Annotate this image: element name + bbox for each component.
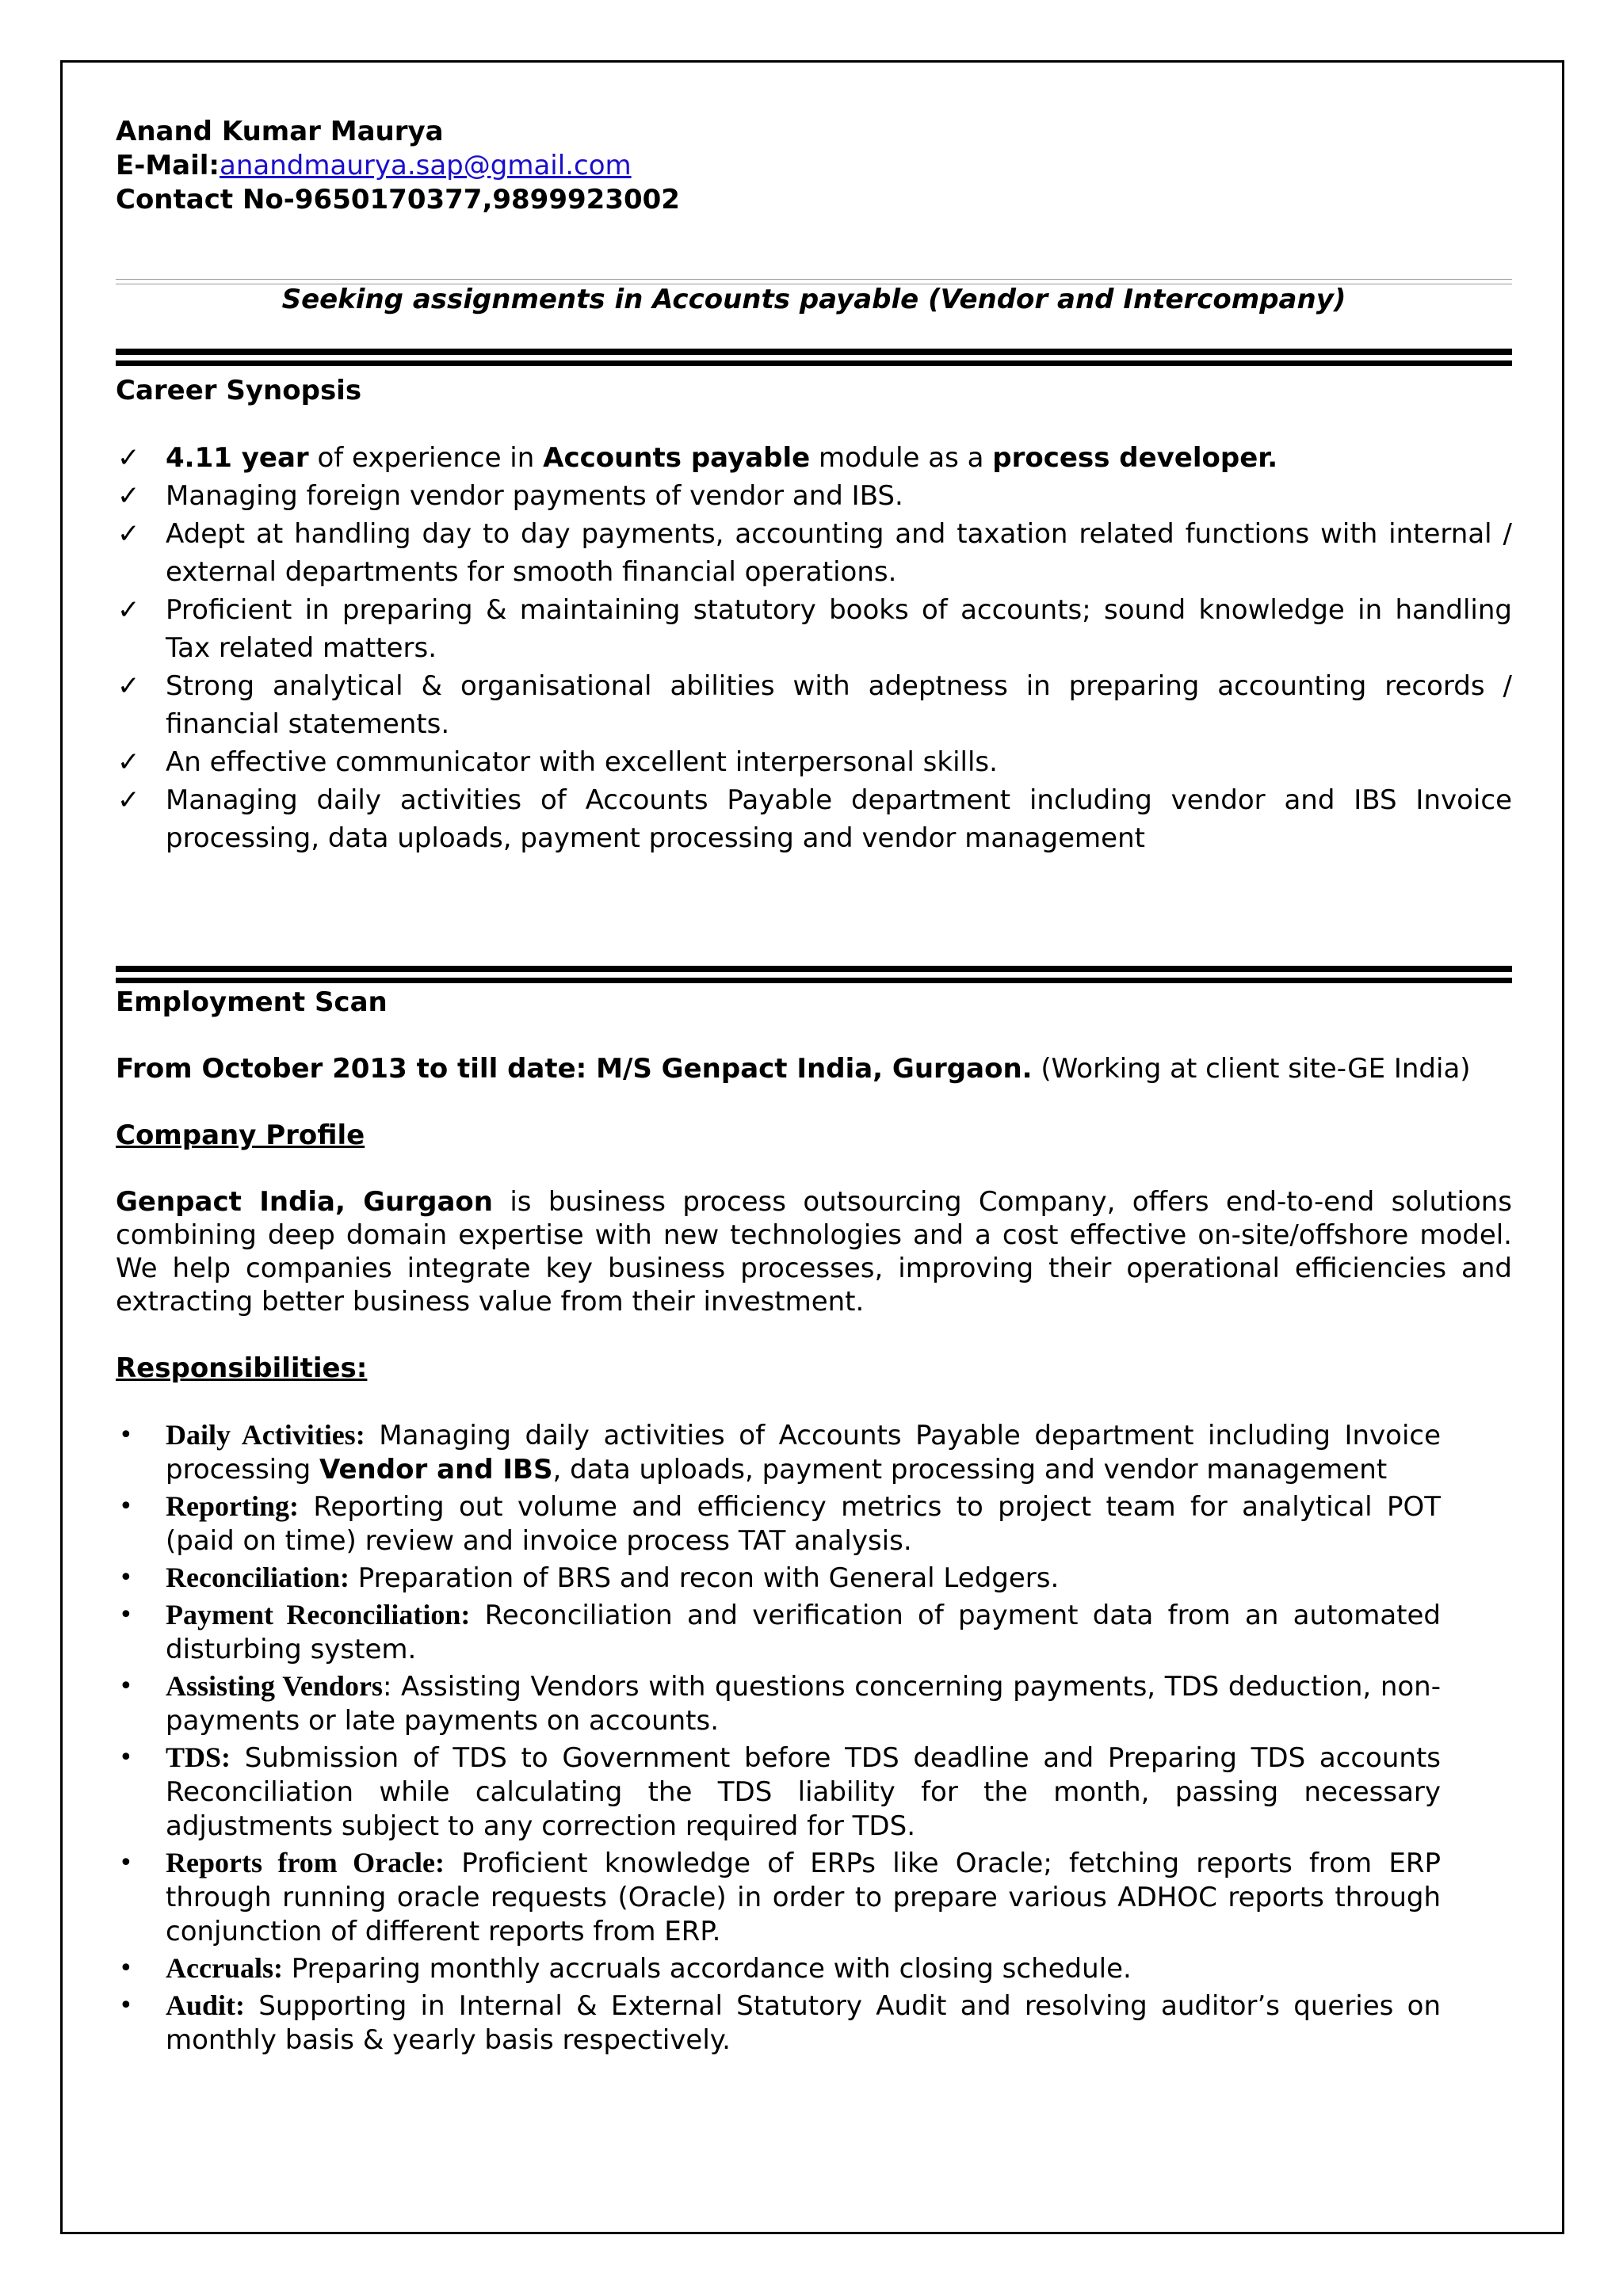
email-link[interactable]: anandmaurya.sap@gmail.com (220, 150, 632, 181)
list-item: ✓ Proficient in preparing & maintaining statutory books of accounts; sound knowledge in handling Tax related matters. (116, 591, 1512, 667)
bullet-icon: • (119, 1672, 133, 1700)
company-profile-title: Company Profile (116, 1119, 365, 1151)
check-icon: ✓ (117, 784, 140, 816)
bullet-icon: • (119, 1992, 133, 2019)
list-item: • Reconciliation: Preparation of BRS and recon with General Ledgers. (119, 1562, 1060, 1594)
divider-thick (116, 349, 1512, 368)
responsibilities-title: Responsibilities: (116, 1352, 368, 1384)
bullet-icon: • (119, 1564, 133, 1592)
bullet-icon: • (119, 1744, 133, 1772)
check-icon: ✓ (117, 670, 140, 702)
list-item: ✓ Strong analytical & organisational abilities with adeptness in preparing accounting records / financial statements. (116, 667, 1512, 743)
bullet-icon: • (119, 1493, 133, 1520)
section-title-employment-scan: Employment Scan (116, 986, 388, 1018)
employment-period: From October 2013 to till date: M/S Genpact India, Gurgaon. (Working at client site-GE India) (116, 1053, 1471, 1085)
contact-header (116, 115, 1512, 217)
section-title-career-synopsis: Career Synopsis (116, 375, 362, 406)
check-icon: ✓ (117, 518, 140, 550)
check-icon: ✓ (117, 594, 140, 626)
list-item: ✓ An effective communicator with excellent interpersonal skills. (116, 743, 1512, 781)
bullet-icon: • (119, 1601, 133, 1629)
list-item: ✓ 4.11 year of experience in Accounts payable module as a process developer. (116, 439, 1512, 477)
check-icon: ✓ (117, 480, 140, 512)
email-label: E-Mail: (116, 150, 220, 181)
divider-thick (116, 966, 1512, 985)
candidate-name: Anand Kumar Maurya (116, 116, 444, 147)
check-icon: ✓ (117, 442, 140, 474)
email-line (116, 149, 1512, 183)
bullet-icon: • (119, 1849, 133, 1877)
list-item: • Reports from Oracle: Proficient knowledge of ERPs like Oracle; fetching reports from ERP through running oracle requests (Oracle) in order to prepare various ADHOC reports through conjunction of different reports from ERP. (119, 1847, 1441, 1947)
list-item: • Reporting: Reporting out volume and efficiency metrics to project team for analytical POT (paid on time) review and invoice process TAT analysis. (119, 1490, 1441, 1557)
list-item: ✓ Adept at handling day to day payments, accounting and taxation related functions with internal / external departments for smooth financial operations. (116, 515, 1512, 591)
objective-line: Seeking assignments in Accounts payable (Vendor and Intercompany) (281, 284, 1346, 315)
list-item: • TDS: Submission of TDS to Government before TDS deadline and Preparing TDS accounts Reconciliation while calculating the TDS liability for the month, passing necessary adjustments subject to any correction required for TDS. (119, 1741, 1441, 1842)
list-item: ✓ Managing foreign vendor payments of vendor and IBS. (116, 477, 1512, 515)
list-item: • Accruals: Preparing monthly accruals accordance with closing schedule. (119, 1952, 1132, 1985)
bullet-icon: • (119, 1421, 133, 1449)
list-item: ✓ Managing daily activities of Accounts Payable department including vendor and IBS Invoice processing, data uploads, payment processing and vendor management (116, 781, 1512, 857)
list-item: • Audit: Supporting in Internal & External Statutory Audit and resolving auditor’s queries on monthly basis & yearly basis respectively. (119, 1989, 1441, 2056)
responsibilities-list (116, 1418, 1441, 2060)
list-item: • Payment Reconciliation: Reconciliation and verification of payment data from an automated disturbing system. (119, 1599, 1441, 1665)
check-icon: ✓ (117, 746, 140, 778)
company-description: Genpact India, Gurgaon is business process outsourcing Company, offers end-to-end solutions combining deep domain expertise with new technologies and a cost effective on-site/offshore model. We help companies integrate key business processes, improving their operational efficiencies and extracting better business value from their investment. (116, 1186, 1513, 1318)
career-synopsis-list (116, 439, 1512, 857)
list-item: • Daily Activities: Managing daily activities of Accounts Payable department including Invoice processing Vendor and IBS, data uploads, payment processing and vendor management (119, 1419, 1441, 1486)
contact-number: Contact No-9650170377,9899923002 (116, 184, 680, 215)
bullet-icon: • (119, 1955, 133, 1982)
list-item: • Assisting Vendors: Assisting Vendors with questions concerning payments, TDS deduction, non-payments or late payments on accounts. (119, 1670, 1441, 1737)
